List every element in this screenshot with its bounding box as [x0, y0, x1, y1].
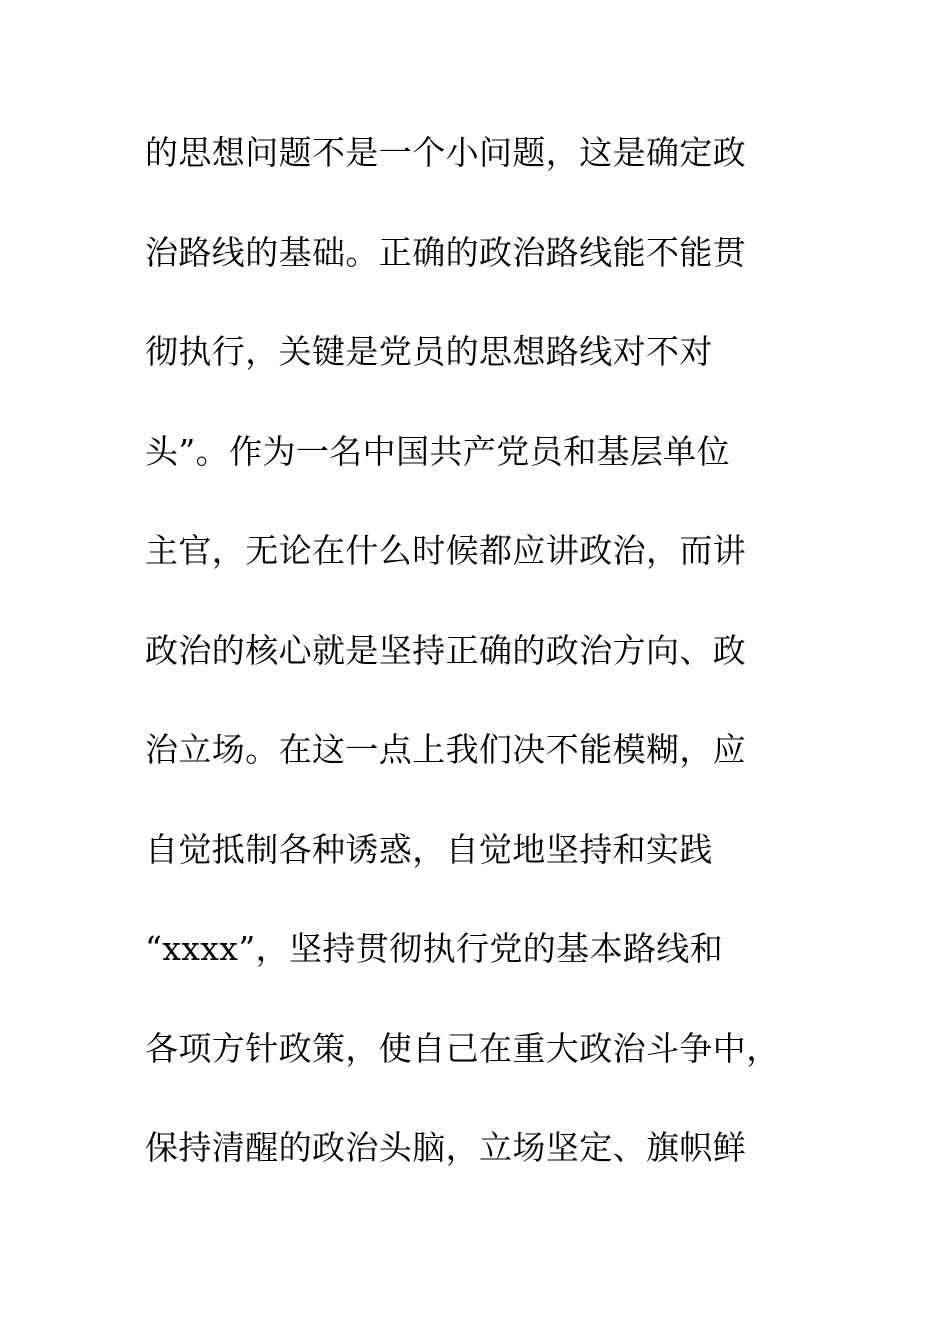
- text-line-3: 彻执行，关键是党员的思想路线对不对: [145, 332, 713, 371]
- text-line-8: 自觉抵制各种诱惑，自觉地坚持和实践: [145, 829, 713, 869]
- text-line-6: 政治的核心就是坚持正确的政治方向、政: [145, 630, 747, 670]
- text-line-10: 各项方针政策，使自己在重大政治斗争中，: [145, 1028, 780, 1068]
- text-line-4: 头”。作为一名中国共产党员和基层单位: [145, 431, 731, 471]
- text-line-9: “xxxx”，坚持贯彻执行党的基本路线和: [145, 929, 724, 968]
- text-line-11: 保持清醒的政治头脑，立场坚定、旗帜鲜: [145, 1128, 747, 1167]
- text-line-5: 主官，无论在什么时候都应讲政治，而讲: [145, 531, 747, 570]
- text-line-7: 治立场。在这一点上我们决不能模糊，应: [145, 730, 747, 769]
- text-line-2: 治路线的基础。正确的政治路线能不能贯: [145, 232, 747, 272]
- body-text: [145, 126, 835, 1221]
- text-line-1: 的思想问题不是一个小问题，这是确定政: [145, 133, 747, 172]
